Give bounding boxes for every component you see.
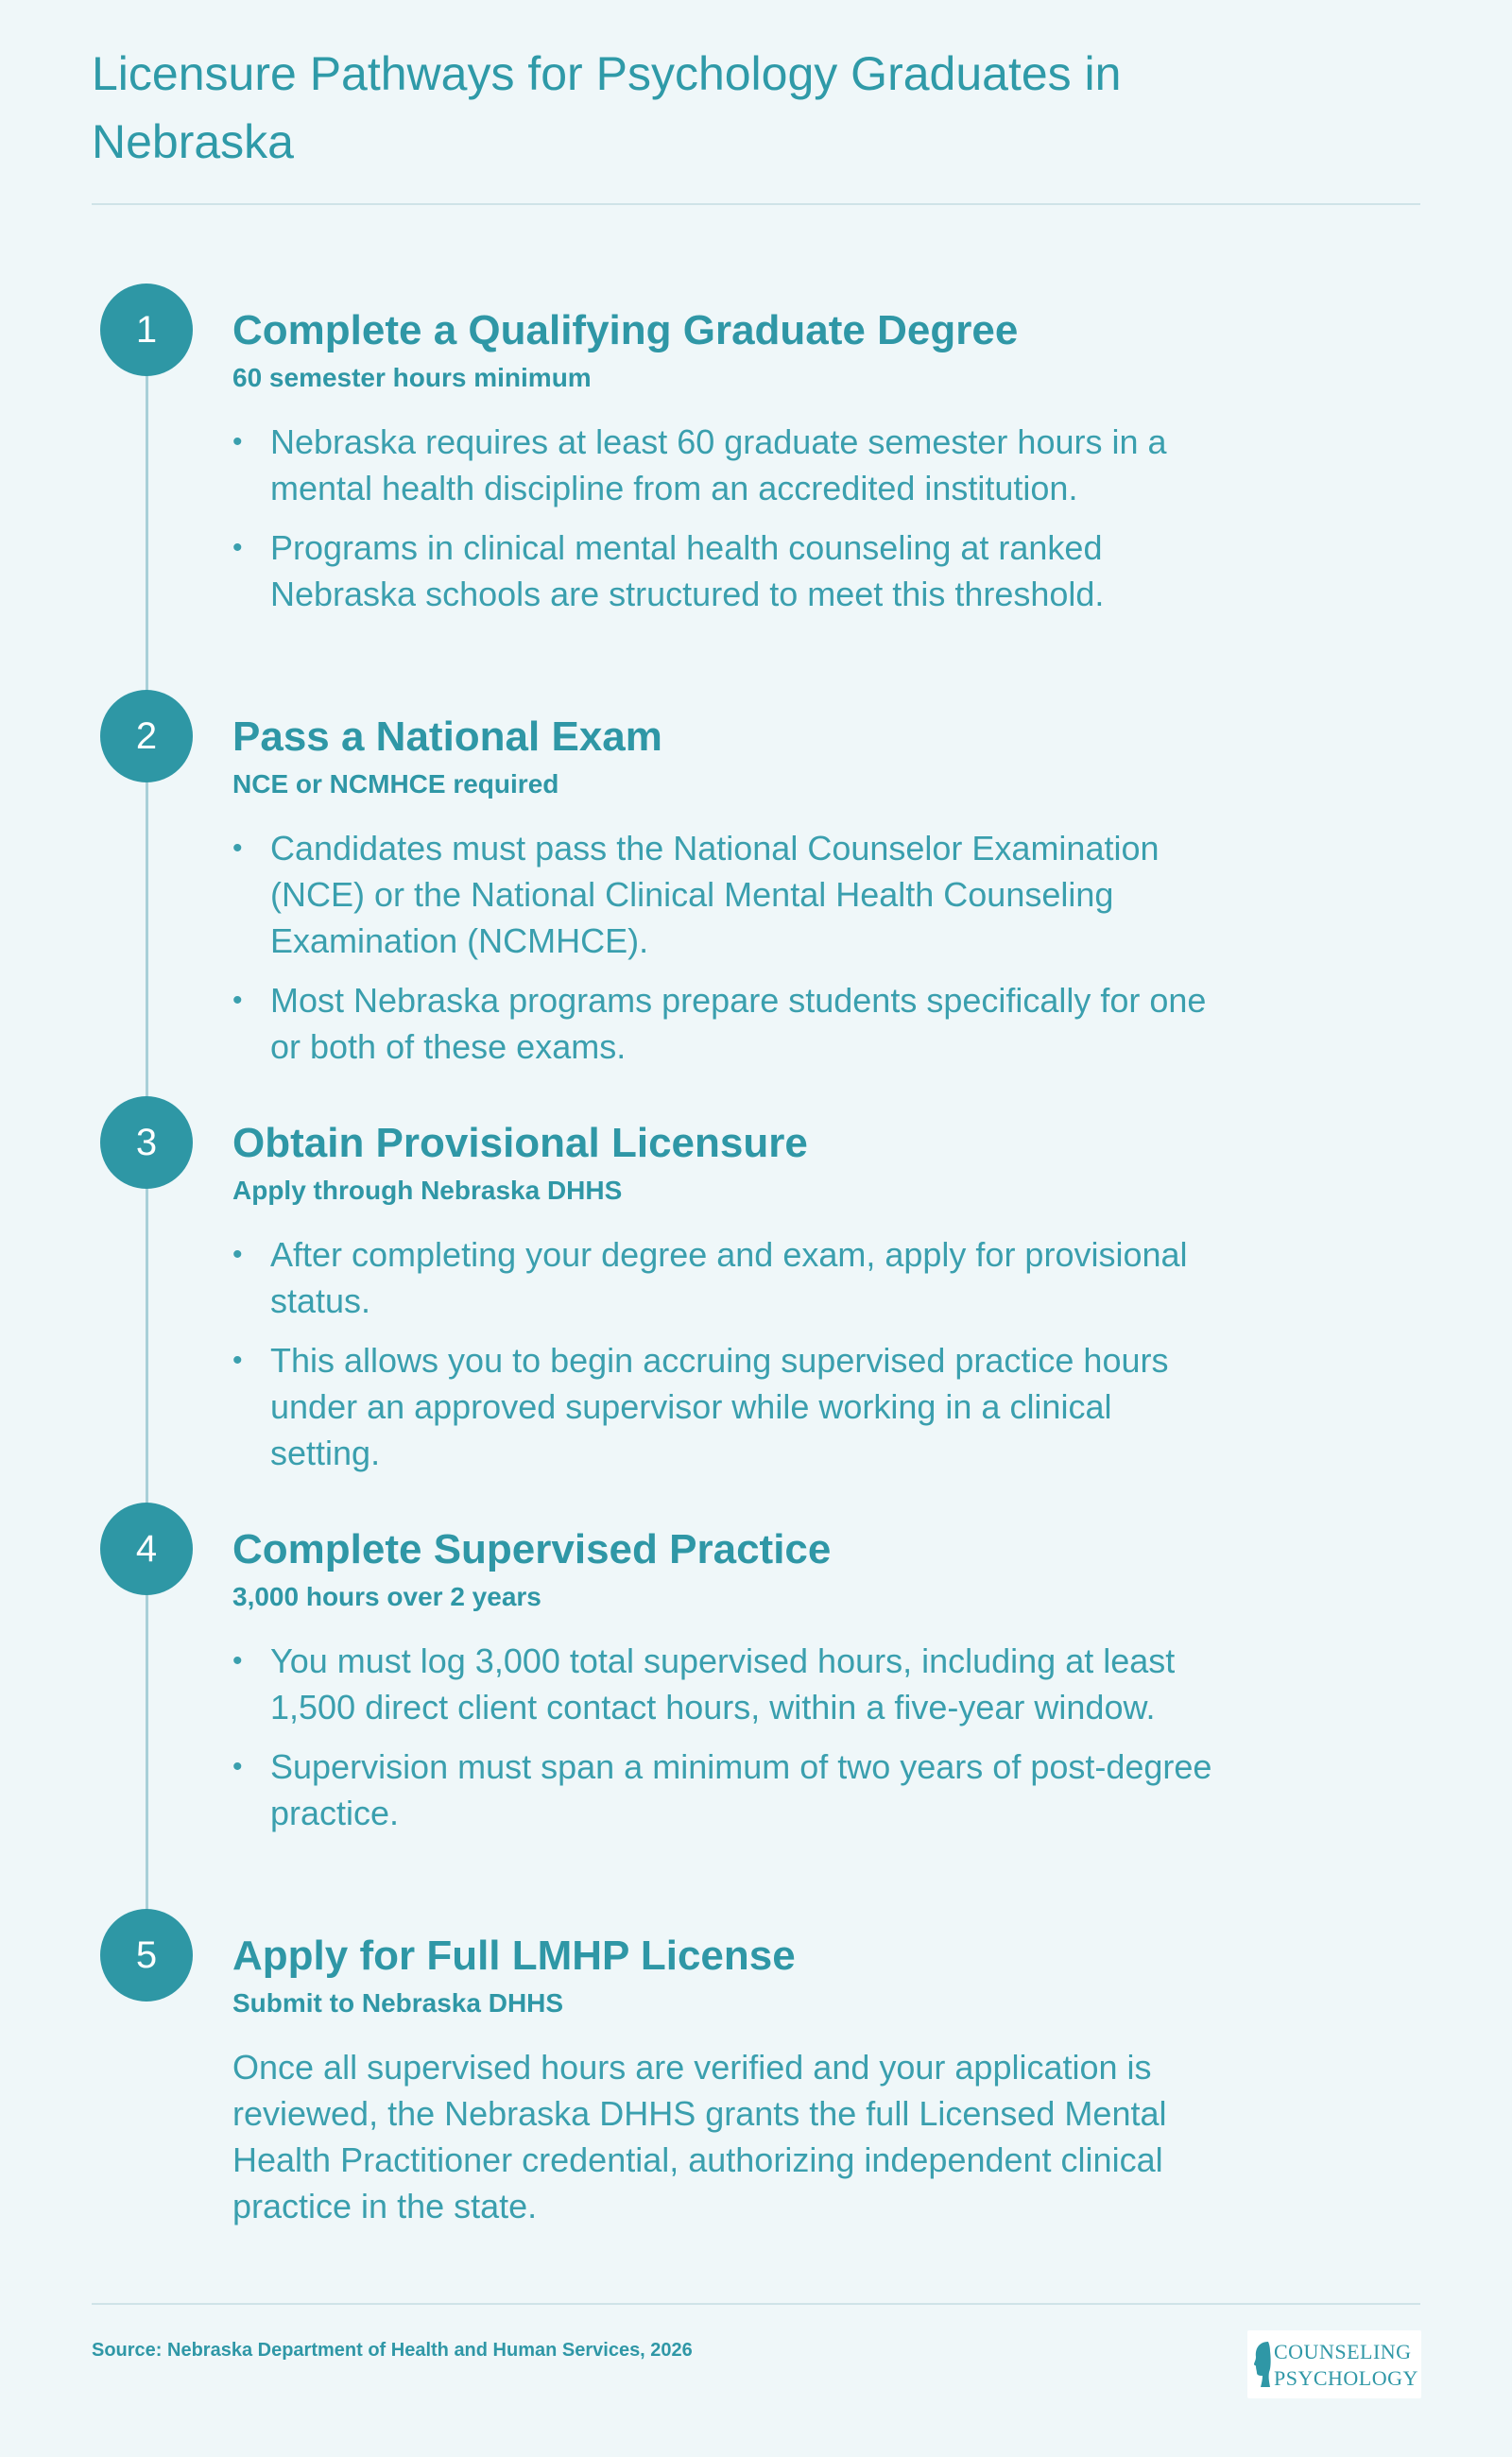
step-number-badge: 4 [100,1503,193,1595]
step-body [232,1503,1225,1849]
step-title: Complete Supervised Practice [232,1526,832,1572]
step-body [232,690,1225,1083]
page-title: Licensure Pathways for Psychology Graduates in Nebraska [92,47,1122,168]
step-title: Obtain Provisional Licensure [232,1120,808,1166]
top-divider [92,203,1420,205]
step-title: Pass a National Exam [232,713,662,760]
bullet-item: • Programs in clinical mental health counseling at ranked Nebraska schools are structured to meet this threshold. [232,524,1225,617]
step-subtitle: Apply through Nebraska DHHS [232,1176,623,1205]
step-bullets [232,419,1225,617]
step-number-badge: 5 [100,1909,193,2002]
step-number-badge: 2 [100,690,193,782]
step-bullets [232,825,1225,1070]
bullet-item: • Nebraska requires at least 60 graduate semester hours in a mental health discipline from an accredited institution. [232,419,1225,511]
step-body [232,284,1225,630]
source-citation: Source: Nebraska Department of Health and Human Services, 2026 [92,2340,693,2361]
bullet-item: • Most Nebraska programs prepare students specifically for one or both of these exams. [232,977,1225,1070]
step-bullets [232,1638,1225,1836]
bullet-item: • You must log 3,000 total supervised hours, including at least 1,500 direct client contact hours, within a five-year window. [232,1638,1225,1730]
step-title: Complete a Qualifying Graduate Degree [232,307,1019,353]
step-number-badge: 1 [100,284,193,376]
bullet-item: • Supervision must span a minimum of two years of post-degree practice. [232,1744,1225,1836]
step-number-badge: 3 [100,1096,193,1189]
step-subtitle: 60 semester hours minimum [232,363,592,392]
logo-text-line1: COUNSELING [1274,2340,1412,2363]
step-subtitle: 3,000 hours over 2 years [232,1582,541,1611]
step-subtitle: NCE or NCMHCE required [232,769,559,799]
step-body [232,1909,1225,2229]
bottom-divider [92,2303,1420,2305]
head-silhouette-icon [1253,2340,1272,2389]
logo-text-line2: PSYCHOLOGY [1274,2366,1418,2390]
step-bullets [232,1231,1225,1476]
step-subtitle: Submit to Nebraska DHHS [232,1988,564,2018]
bullet-item: • After completing your degree and exam, apply for provisional status. [232,1231,1225,1324]
step-body [232,1096,1225,1489]
bullet-item: • Candidates must pass the National Counselor Examination (NCE) or the National Clinical Mental Health Counseling Examination (NCMHCE). [232,825,1225,964]
bullet-item: • This allows you to begin accruing supervised practice hours under an approved supervisor while working in a clinical setting. [232,1337,1225,1476]
step-paragraph: Once all supervised hours are verified and your application is reviewed, the Nebraska DHHS grants the full Licensed Mental Health Practitioner credential, authorizing independent clinical practice in the state. [232,2048,1167,2225]
counseling-psychology-logo [1247,2330,1421,2398]
step-title: Apply for Full LMHP License [232,1933,796,1979]
